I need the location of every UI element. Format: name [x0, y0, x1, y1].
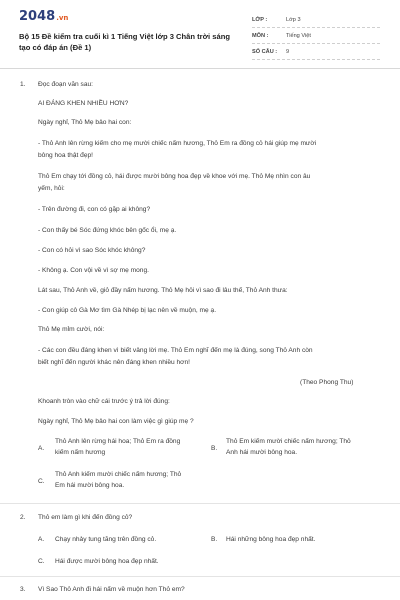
meta-row-subject [252, 28, 380, 44]
instruction-text: Khoanh tròn vào chữ cái trước ý trả lời đúng: [38, 398, 170, 405]
option-letter[interactable]: A. [38, 445, 45, 452]
meta-value: Tiếng Việt [286, 32, 311, 39]
question-number: 2. [20, 514, 26, 521]
option-text[interactable]: Hái được mười bông hoa đẹp nhất. [55, 558, 159, 565]
question-text: Ngày nghỉ, Thỏ Mẹ bảo hai con làm việc gì giúp mẹ ? [38, 418, 194, 425]
option-text[interactable] [55, 469, 215, 491]
passage-line: - Con giúp cô Gà Mơ tìm Gà Nhép bị lạc nên về muộn, mẹ ạ. [38, 307, 217, 314]
option-text[interactable]: Chạy nhảy tung tăng trên đồng cỏ. [55, 536, 157, 543]
passage-author: (Theo Phong Thu) [300, 379, 354, 386]
meta-label: LỚP : [252, 16, 268, 23]
passage-line: Thỏ Em chạy tới đồng cỏ, hái được mười bông hoa đẹp về khoe với mẹ. Thỏ Mẹ nhìn con âu [38, 173, 311, 180]
passage-line: - Trên đường đi, con có gặp ai không? [38, 206, 151, 213]
option-letter[interactable]: C. [38, 558, 45, 565]
meta-value: 9 [286, 48, 290, 55]
meta-label: MÔN : [252, 32, 269, 39]
option-line: Thỏ Em kiếm mười chiếc nấm hương; Thỏ [226, 438, 351, 445]
meta-row-count [252, 44, 380, 60]
document-meta [252, 12, 380, 60]
option-line: Thỏ Anh lên rừng hái hoa; Thỏ Em ra đồng [55, 438, 181, 445]
passage-line: - Các con đều đáng khen vì biết vâng lời mẹ. Thỏ Em nghĩ đến mẹ là đúng, song Thỏ Anh còn [38, 347, 313, 354]
meta-value: Lớp 3 [286, 16, 301, 23]
question-divider [0, 503, 400, 504]
option-letter[interactable]: B. [211, 445, 218, 452]
logo-text: 2048 [19, 9, 56, 24]
option-line: Thỏ Anh kiếm mười chiếc nấm hương; Thỏ [55, 471, 182, 478]
passage-line: yếm, hỏi: [38, 185, 65, 192]
document-title: Bộ 15 Đề kiểm tra cuối kì 1 Tiếng Việt lớp 3 Chân trời sáng tạo có đáp án (Đề 1) [19, 32, 230, 52]
option-line: kiếm nấm hương [55, 449, 106, 456]
option-text[interactable]: Hái những bông hoa đẹp nhất. [226, 536, 316, 543]
question-number: 1. [20, 81, 26, 88]
passage-line: - Không ạ. Con vội về vì sợ mẹ mong. [38, 267, 149, 274]
passage-line: Ngày nghỉ, Thỏ Mẹ bảo hai con: [38, 119, 132, 126]
passage-line: biết nghĩ đến người khác nên đáng khen nhiều hơn! [38, 359, 191, 366]
question-number: 3. [20, 586, 26, 593]
passage-line: - Con có hỏi vì sao Sóc khóc không? [38, 247, 146, 254]
logo-suffix: .vn [56, 14, 69, 22]
option-text[interactable] [226, 436, 386, 458]
question-text: Vì Sao Thỏ Anh đi hái nấm về muộn hơn Thỏ em? [38, 586, 185, 593]
page-header [0, 0, 400, 62]
site-logo[interactable] [19, 9, 68, 24]
question-intro: Đọc đoạn văn sau: [38, 81, 93, 88]
meta-row-class [252, 12, 380, 28]
option-letter[interactable]: B. [211, 536, 218, 543]
option-text[interactable] [55, 436, 215, 458]
story-title: AI ĐÁNG KHEN NHIỀU HƠN? [38, 100, 129, 107]
option-line: Em hái mười bông hoa. [55, 482, 125, 489]
question-divider [0, 576, 400, 577]
option-letter[interactable]: C. [38, 478, 45, 485]
header-divider [0, 68, 400, 69]
question-text: Thỏ em làm gì khi đến đồng cỏ? [38, 514, 133, 521]
passage-line: Thỏ Mẹ mỉm cười, nói: [38, 326, 105, 333]
meta-label: SỐ CÂU : [252, 48, 278, 55]
option-line: Anh hái mười bông hoa. [226, 449, 298, 456]
passage-line: - Thỏ Anh lên rừng kiếm cho mẹ mười chiếc nấm hương, Thỏ Em ra đồng cỏ hái giúp mẹ mười [38, 140, 317, 147]
passage-line: Lát sau, Thỏ Anh về, giỏ đầy nấm hương. Thỏ Mẹ hỏi vì sao đi lâu thế, Thỏ Anh thưa: [38, 287, 288, 294]
option-letter[interactable]: A. [38, 536, 45, 543]
passage-line: - Con thấy bé Sóc đứng khóc bên gốc ổi, mẹ ạ. [38, 227, 177, 234]
passage-line: bông hoa thật đẹp! [38, 152, 93, 159]
